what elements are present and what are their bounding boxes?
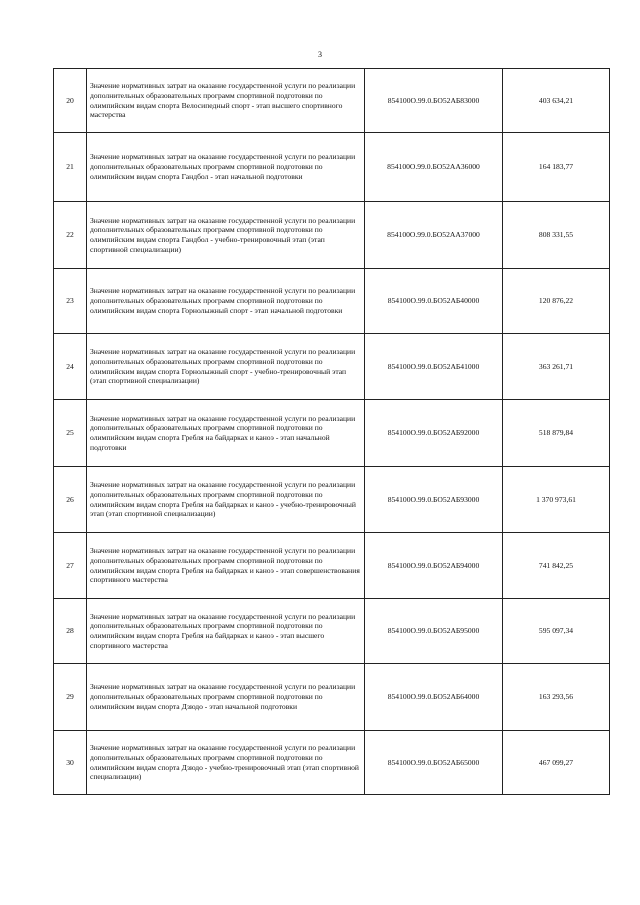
row-value: 808 331,55 bbox=[503, 202, 610, 269]
row-number: 21 bbox=[54, 133, 87, 202]
table-row bbox=[54, 334, 610, 400]
row-description: Значение нормативных затрат на оказание государственной услуги по реализации дополнительных образовательных программ спортивной подготовки по олимпийским видам спорта Велосипедный спорт - этап высшего спортивного мастерства bbox=[87, 69, 365, 133]
row-number: 30 bbox=[54, 731, 87, 795]
row-value: 518 879,84 bbox=[503, 400, 610, 467]
row-code: 854100О.99.0.БО52АА37000 bbox=[365, 202, 503, 269]
row-value: 163 293,56 bbox=[503, 664, 610, 731]
row-number: 23 bbox=[54, 269, 87, 334]
norms-table-body bbox=[54, 69, 610, 795]
row-number: 24 bbox=[54, 334, 87, 400]
row-number: 22 bbox=[54, 202, 87, 269]
row-description: Значение нормативных затрат на оказание государственной услуги по реализации дополнительных образовательных программ спортивной подготовки по олимпийским видам спорта Гребля на байдарках и каноэ - этап высшего спортивного мастерства bbox=[87, 599, 365, 664]
norms-table bbox=[53, 68, 610, 795]
row-description: Значение нормативных затрат на оказание государственной услуги по реализации дополнительных образовательных программ спортивной подготовки по олимпийским видам спорта Горнолыжный спорт - этап начальной подготовки bbox=[87, 269, 365, 334]
row-number: 28 bbox=[54, 599, 87, 664]
row-description: Значение нормативных затрат на оказание государственной услуги по реализации дополнительных образовательных программ спортивной подготовки по олимпийским видам спорта Гребля на байдарках и каноэ - учебно-тренировочный этап (этап спортивной специализации) bbox=[87, 467, 365, 533]
table-row bbox=[54, 400, 610, 467]
row-value: 1 370 973,61 bbox=[503, 467, 610, 533]
table-row bbox=[54, 133, 610, 202]
table-row bbox=[54, 69, 610, 133]
table-row bbox=[54, 467, 610, 533]
row-number: 29 bbox=[54, 664, 87, 731]
row-value: 363 261,71 bbox=[503, 334, 610, 400]
row-value: 403 634,21 bbox=[503, 69, 610, 133]
row-description: Значение нормативных затрат на оказание государственной услуги по реализации дополнительных образовательных программ спортивной подготовки по олимпийским видам спорта Гандбол - учебно-тренировочный этап (этап спортивной специализации) bbox=[87, 202, 365, 269]
row-code: 854100О.99.0.БО52АБ95000 bbox=[365, 599, 503, 664]
table-row bbox=[54, 269, 610, 334]
row-description: Значение нормативных затрат на оказание государственной услуги по реализации дополнительных образовательных программ спортивной подготовки по олимпийским видам спорта Гребля на байдарках и каноэ - этап начальной подготовки bbox=[87, 400, 365, 467]
row-code: 854100О.99.0.БО52АБ93000 bbox=[365, 467, 503, 533]
table-row bbox=[54, 202, 610, 269]
row-value: 595 097,34 bbox=[503, 599, 610, 664]
row-code: 854100О.99.0.БО52АБ64000 bbox=[365, 664, 503, 731]
table-row bbox=[54, 533, 610, 599]
table-row bbox=[54, 599, 610, 664]
page-number: 3 bbox=[318, 50, 322, 59]
row-code: 854100О.99.0.БО52АА36000 bbox=[365, 133, 503, 202]
row-number: 26 bbox=[54, 467, 87, 533]
row-number: 25 bbox=[54, 400, 87, 467]
row-code: 854100О.99.0.БО52АБ94000 bbox=[365, 533, 503, 599]
table-row bbox=[54, 664, 610, 731]
row-code: 854100О.99.0.БО52АБ41000 bbox=[365, 334, 503, 400]
row-description: Значение нормативных затрат на оказание государственной услуги по реализации дополнительных образовательных программ спортивной подготовки по олимпийским видам спорта Дзюдо - учебно-тренировочный этап (этап спортивной специализации) bbox=[87, 731, 365, 795]
row-value: 164 183,77 bbox=[503, 133, 610, 202]
row-code: 854100О.99.0.БО52АБ65000 bbox=[365, 731, 503, 795]
row-value: 120 876,22 bbox=[503, 269, 610, 334]
row-code: 854100О.99.0.БО52АБ40000 bbox=[365, 269, 503, 334]
row-description: Значение нормативных затрат на оказание государственной услуги по реализации дополнительных образовательных программ спортивной подготовки по олимпийским видам спорта Дзюдо - этап начальной подготовки bbox=[87, 664, 365, 731]
row-value: 741 842,25 bbox=[503, 533, 610, 599]
row-description: Значение нормативных затрат на оказание государственной услуги по реализации дополнительных образовательных программ спортивной подготовки по олимпийским видам спорта Горнолыжный спорт - учебно-тренировочный этап (этап спортивной специализации) bbox=[87, 334, 365, 400]
row-number: 27 bbox=[54, 533, 87, 599]
row-code: 854100О.99.0.БО52АБ83000 bbox=[365, 69, 503, 133]
row-description: Значение нормативных затрат на оказание государственной услуги по реализации дополнительных образовательных программ спортивной подготовки по олимпийским видам спорта Гандбол - этап начальной подготовки bbox=[87, 133, 365, 202]
row-value: 467 099,27 bbox=[503, 731, 610, 795]
table-row bbox=[54, 731, 610, 795]
row-number: 20 bbox=[54, 69, 87, 133]
row-description: Значение нормативных затрат на оказание государственной услуги по реализации дополнительных образовательных программ спортивной подготовки по олимпийским видам спорта Гребля на байдарках и каноэ - этап совершенствования спортивного мастерства bbox=[87, 533, 365, 599]
row-code: 854100О.99.0.БО52АБ92000 bbox=[365, 400, 503, 467]
